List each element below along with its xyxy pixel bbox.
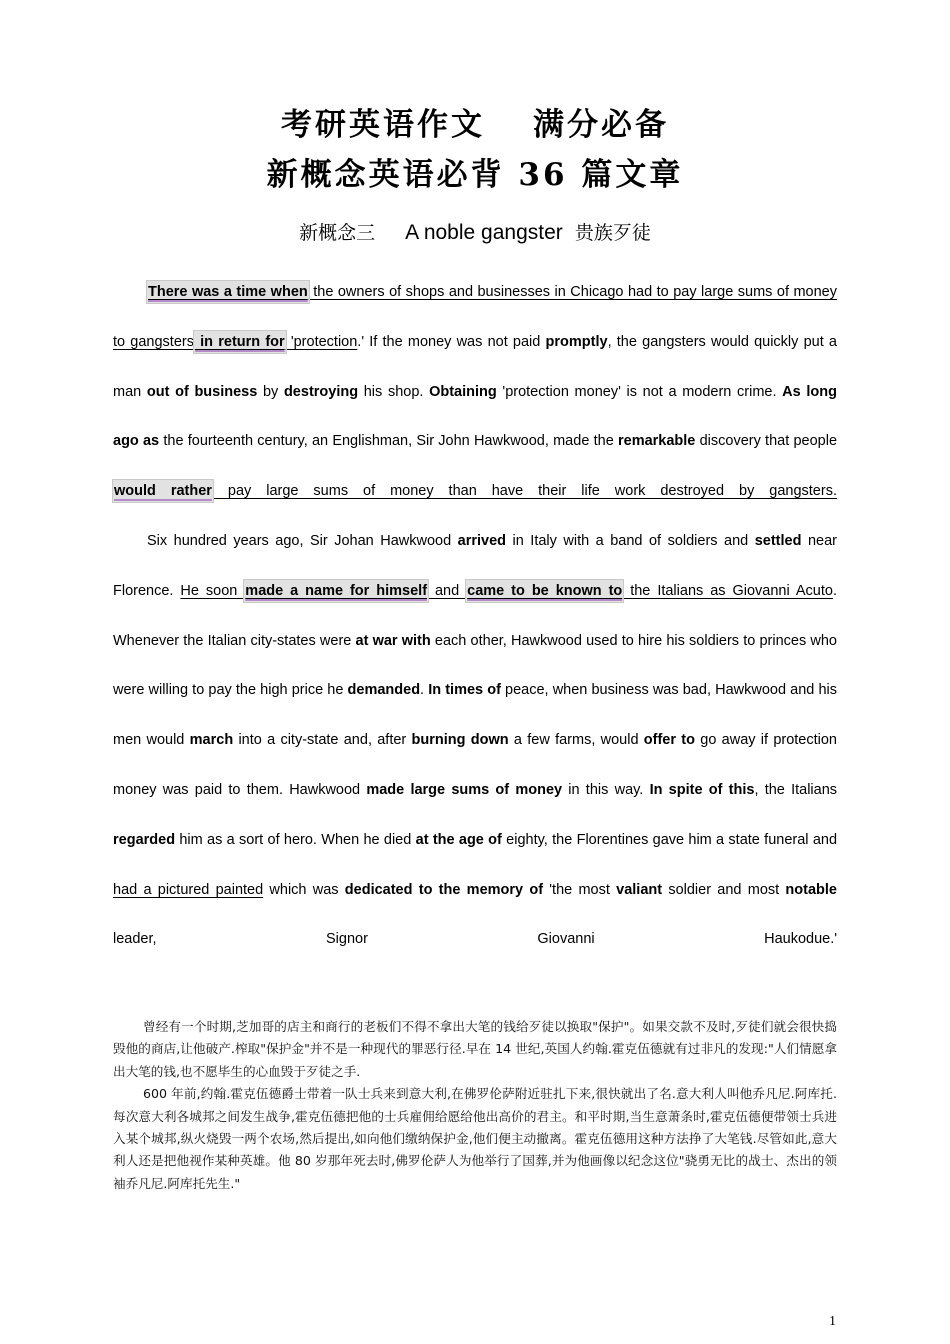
key-word: arrived	[457, 532, 507, 549]
chinese-translation	[113, 1016, 837, 1195]
key-phrase: burning down	[411, 732, 509, 749]
key-word: destroying	[283, 383, 359, 400]
highlight-phrase: in return for	[194, 331, 286, 353]
chinese-paragraph-1: 曾经有一个时期,芝加哥的店主和商行的老板们不得不拿出大笔的钱给歹徒以换取"保护"。如果交款不及时,歹徒们就会很快捣毁他的商店,让他破产.榨取"保护金"并不是一种现代的罪恶行径.早在 14 世纪,英国人约翰.霍克伍德就有过非凡的发现:"人们情愿拿出大笔的钱,也不愿毕生的心血毁于歹徒之手.	[113, 1019, 837, 1079]
key-word: demanded	[347, 682, 421, 699]
highlight-phrase: would rather	[113, 480, 213, 502]
document-title-line-2: 新概念英语必背 36 篇文章	[266, 157, 684, 193]
underlined-passage: There was a time when the owners of shops and businesses in Chicago had to pay large sums of money to gangsters in return for 'protection	[113, 281, 837, 353]
key-phrase: As long ago as	[113, 383, 837, 450]
underlined-passage: pay large sums of money than have their life work destroyed by gangsters.	[212, 483, 837, 500]
key-word: promptly	[545, 333, 608, 350]
key-word: valiant	[616, 881, 663, 898]
key-phrase: offer to	[643, 732, 695, 749]
underlined-passage: had a pictured painted	[113, 881, 264, 898]
lesson-heading	[0, 222, 950, 243]
key-word: remarkable	[617, 433, 696, 450]
document-title-line-1	[0, 107, 950, 143]
page-number: 1	[829, 1314, 836, 1329]
key-word: notable	[785, 881, 837, 898]
key-phrase: out of business	[146, 383, 258, 400]
key-phrase: dedicated to the memory of	[344, 881, 544, 898]
key-phrase: In times of	[428, 682, 501, 699]
lesson-series: 新概念三	[299, 222, 376, 244]
highlight-phrase: There was a time when	[147, 281, 309, 303]
lesson-title-zh: 贵族歹徒	[574, 222, 651, 244]
highlight-phrase: made a name for himself	[244, 580, 428, 602]
lesson-title-en: A noble gangster	[405, 221, 563, 244]
key-word: settled	[754, 532, 802, 549]
key-word: Obtaining	[429, 383, 497, 400]
highlight-phrase: came to be known to	[466, 580, 623, 602]
underlined-passage: He soon made a name for himself and came to be known to the Italians as Giovanni Acuto	[180, 580, 833, 602]
key-phrase: In spite of this	[649, 781, 755, 798]
title-part-full-marks: 满分必备	[533, 107, 669, 143]
key-phrase: at war with	[355, 632, 431, 649]
key-word: regarded	[113, 831, 176, 848]
english-paragraph-2: Six hundred years ago, Sir Johan Hawkwood arrived in Italy with a band of soldiers and settled near Florence. He soon made a name for himself and came to be known to the Italians as Giovanni Acuto. Whenever the Italian city-states were at war with each other, Hawkwood used to hire his soldiers to princes who were willing to pay the high price he demanded. In times of peace, when business was bad, Hawkwood and his men would march into a city-state and, after burning down a few farms, would offer to go away if protection money was paid to them. Hawkwood made large sums of money in this way. In spite of this, the Italians regarded him as a sort of hero. When he died at the age of eighty, the Florentines gave him a state funeral and had a pictured painted which was dedicated to the memory of 'the most valiant soldier and most notable leader, Signor Giovanni Haukodue.'	[113, 532, 838, 948]
chinese-paragraph-2: 600 年前,约翰.霍克伍德爵士带着一队士兵来到意大利,在佛罗伦萨附近驻扎下来,很快就出了名.意大利人叫他乔凡尼.阿库托.每次意大利各城邦之间发生战争,霍克伍德把他的士兵雇佣给愿给他出高价的君主。和平时期,当生意萧条时,霍克伍德便带领士兵进入某个城邦,纵火烧毁一两个农场,然后提出,如向他们缴纳保护金,他们便主动撤离。霍克伍德用这种方法挣了大笔钱.尽管如此,意大利人还是把他视作某种英雄。他 80 岁那年死去时,佛罗伦萨人为他举行了国葬,并为他画像以纪念这位"骁勇无比的战士、杰出的领袖乔凡尼.阿库托先生."	[113, 1086, 837, 1191]
key-phrase: at the age of	[415, 831, 502, 848]
english-paragraph-1: There was a time when the owners of shops and businesses in Chicago had to pay large sums of money to gangsters in return for 'protection.' If the money was not paid promptly, the gangsters would quickly put a man out of business by destroying his shop. Obtaining 'protection money' is not a modern crime. As long ago as the fourteenth century, an Englishman, Sir John Hawkwood, made the remarkable discovery that people would rather pay large sums of money than have their life work destroyed by gangsters.	[113, 268, 837, 517]
key-phrase: made large sums of money	[366, 781, 563, 798]
key-word: march	[189, 732, 234, 749]
english-text	[113, 268, 837, 965]
title-part-exam-essay: 考研英语作文	[281, 107, 485, 143]
